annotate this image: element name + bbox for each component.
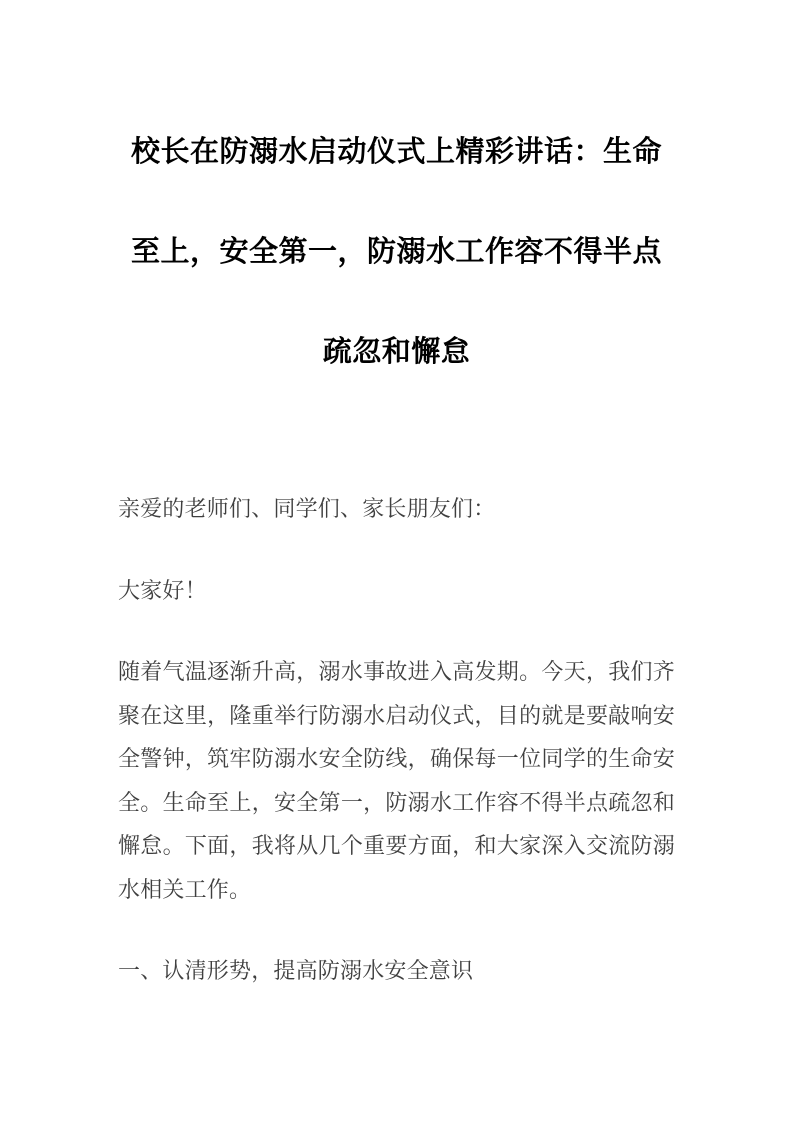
greeting-paragraph: 大家好！ xyxy=(118,577,207,603)
intro-paragraph: 随着气温逐渐升高，溺水事故进入高发期。今天，我们齐聚在这里，隆重举行防溺水启动仪式，目的就是要敲响安全警钟，筑牢防溺水安全防线，确保每一位同学的生命安全。生命至上，安全第一，防溺水工作容不得半点疏忽和懈怠。下面，我将从几个重要方面，和大家深入交流防溺水相关工作。 xyxy=(118,659,675,902)
document-body xyxy=(118,487,675,993)
document-title-line-3: 疏忽和懈怠 xyxy=(322,336,471,368)
document-title-line-1: 校长在防溺水启动仪式上精彩讲话：生命 xyxy=(130,136,662,168)
document-title-line-2: 至上，安全第一，防溺水工作容不得半点 xyxy=(130,236,662,268)
section-heading: 一、认清形势，提高防溺水安全意识 xyxy=(118,958,474,983)
salutation-paragraph: 亲爱的老师们、同学们、家长朋友们： xyxy=(118,496,496,521)
document-title xyxy=(118,102,675,402)
